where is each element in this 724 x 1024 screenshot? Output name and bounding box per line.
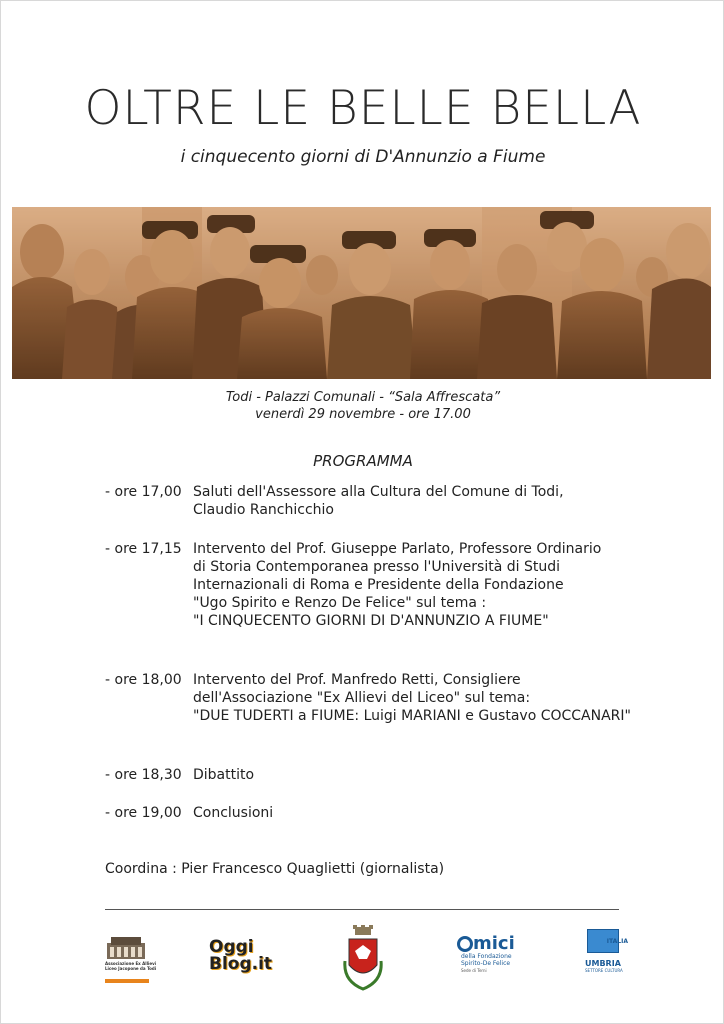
program-line: Saluti dell'Assessore alla Cultura del Comune di Todi, — [193, 484, 564, 500]
program-line: "I CINQUECENTO GIORNI DI D'ANNUNZIO A FIUME" — [193, 613, 549, 629]
program-line: Dibattito — [193, 767, 255, 783]
program-description — [193, 804, 703, 822]
amici-line3: Sede di Terni — [461, 968, 487, 973]
program-time: - ore 17,15 — [105, 541, 182, 557]
amici-a-icon — [457, 936, 473, 952]
program-line: dell'Associazione "Ex Allievi del Liceo" sul tema: — [193, 690, 531, 706]
program-time: - ore 17,00 — [105, 484, 182, 500]
coat-of-arms-icon — [341, 925, 385, 995]
historic-group-photo — [12, 207, 711, 379]
program-line: Conclusioni — [193, 805, 274, 821]
footer-divider — [105, 909, 619, 910]
italia-umbria-logo — [585, 929, 628, 985]
program-line: Intervento del Prof. Giuseppe Parlato, Professore Ordinario — [193, 541, 602, 557]
todi-coat-of-arms — [341, 925, 385, 995]
program-description — [193, 766, 703, 784]
program-description — [193, 540, 703, 630]
program-line: "Ugo Spirito e Renzo De Felice" sul tema : — [193, 595, 487, 611]
venue-info — [1, 389, 724, 423]
oggi-blog-line1: Oggi — [209, 937, 254, 957]
program-line: Intervento del Prof. Manfredo Retti, Consigliere — [193, 672, 521, 688]
program-description — [193, 671, 703, 725]
photo-illustration — [12, 207, 711, 379]
settore-cultura-label: SETTORE CULTURA — [585, 968, 623, 973]
oggi-blog-logo — [209, 937, 273, 981]
program-time: - ore 18,30 — [105, 767, 182, 783]
program-description — [193, 483, 703, 519]
program-title: PROGRAMMA — [313, 452, 413, 470]
program-time: - ore 18,00 — [105, 672, 182, 688]
program-line: di Storia Contemporanea presso l'Università di Studi — [193, 559, 561, 575]
moderator-line: Coordina : Pier Francesco Quaglietti (giornalista) — [105, 861, 445, 877]
poster-title: OLTRE LE BELLE BELLA — [84, 81, 642, 136]
poster-subtitle: i cinquecento giorni di D'Annunzio a Fiume — [180, 147, 546, 167]
venue-place: Todi - Palazzi Comunali - “Sala Affrescata” — [225, 390, 501, 405]
italia-emblem-icon — [587, 929, 628, 953]
program-line: Internazionali di Roma e Presidente della Fondazione — [193, 577, 564, 593]
program-line: "DUE TUDERTI a FIUME: Luigi MARIANI e Gustavo COCCANARI" — [193, 708, 631, 724]
building-icon — [105, 933, 151, 985]
oggi-blog-line2: Blog.it — [209, 954, 273, 974]
amici-word: mici — [473, 933, 515, 954]
amici-line2: Spirito-De Felice — [461, 960, 511, 967]
ex-allievi-logo — [105, 933, 157, 985]
program-line: Claudio Ranchicchio — [193, 502, 334, 518]
amici-line1: della Fondazione — [461, 953, 512, 960]
program-time: - ore 19,00 — [105, 805, 182, 821]
event-date: venerdì 29 novembre - ore 17.00 — [255, 407, 471, 422]
amici-fondazione-logo — [457, 935, 523, 981]
ex-allievi-line1: Associazione Ex Allievi — [105, 961, 157, 966]
italia-label: ITALIA — [606, 938, 628, 945]
ex-allievi-line2: Liceo Jacopone da Todi — [105, 966, 157, 971]
umbria-label: UMBRIA — [585, 959, 621, 968]
